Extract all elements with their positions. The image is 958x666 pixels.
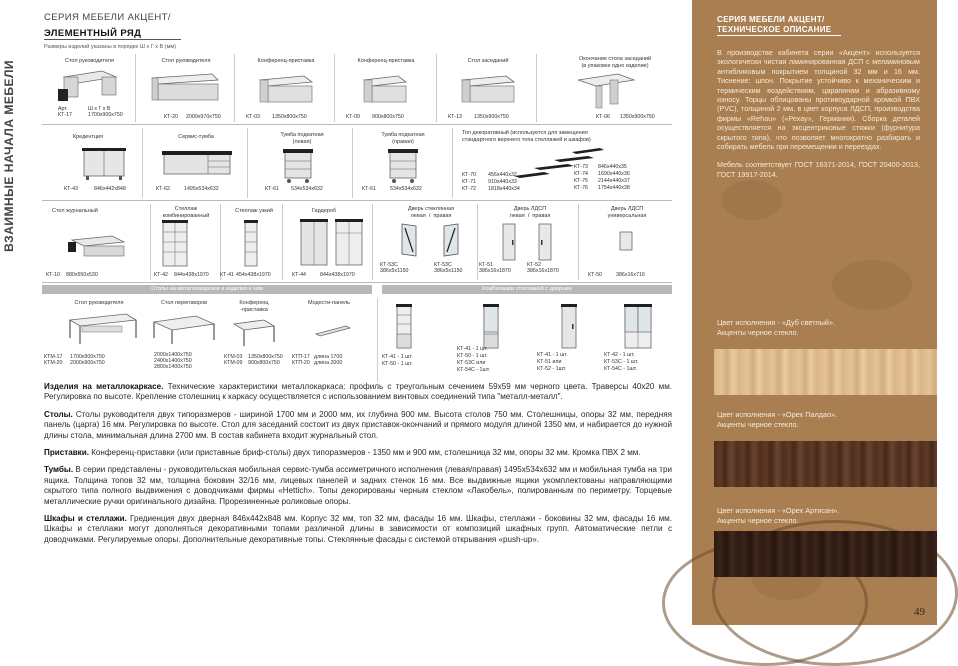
tops-drawing (514, 146, 604, 182)
product-ktm17-ktm20: Стол руководителя КТМ-17 КТМ-20 1700х900х750 2000х900х750 (42, 298, 146, 382)
product-kt17: Стол руководителя Арт. КТ-17 Ш х Г х В 1700х900х750 (58, 58, 123, 118)
combo-drawing (396, 304, 412, 350)
product-kt50: Дверь ЛДСП универсальная КТ-50 386х16х716 (588, 206, 647, 278)
technical-text (44, 382, 672, 552)
color-label-light-oak: Цвет исполнения - «Дуб светлый». Акценты черное стекло. (717, 318, 836, 337)
product-kt09: Конференц-приставка КТ-09 900х800х750 (346, 58, 415, 120)
product-kt51-kt52: Дверь ЛДСП левая / правая КТ-51 386х16х1870 КТ-52 386х16х1870 (479, 206, 559, 274)
combo-drawing (624, 304, 652, 350)
desk-drawing (58, 67, 118, 107)
coffee-table-drawing (68, 232, 128, 262)
pedestal-drawing (283, 148, 313, 184)
product-kt42: Стеллаж комбинированный КТ-42 844х438х1970 (154, 206, 210, 278)
glass-doors-drawing (400, 222, 460, 258)
metal-meeting-table-drawing (152, 312, 216, 346)
service-cabinet-drawing (162, 148, 232, 180)
modesty-panel-drawing (316, 324, 350, 338)
product-kt61-right: Тумба подкатная (правая) КТ-61 534х534х632 (362, 132, 425, 192)
credenza-drawing (82, 146, 126, 182)
metal-desk-drawing (68, 312, 138, 346)
table-drawing (256, 74, 316, 106)
product-kt62: Сервис-тумба КТ-62 1495х534х632 (144, 128, 247, 198)
desk-drawing (150, 72, 220, 106)
swatch-light-oak (714, 349, 937, 395)
combo-1: КТ-41 - 1 шт. КТ-50 - 1 шт. (382, 298, 452, 382)
spine-text: ВЗАИМНЫЕ НАЧАЛА МЕБЕЛИ (2, 60, 16, 252)
product-ktm03-ktm09: Конференц -приставка КТМ-03 КТМ-09 1350х800х750 900х800х750 (224, 300, 283, 366)
product-kt13: Стол заседаний КТ-13 1350х900х750 (438, 52, 536, 122)
paragraph-extensions: Приставки. Конференц-приставки (или приставные бриф-столы) двух типоразмеров - 1350 мм и 900 мм, столешница 32 мм, опоры 32 мм. Кромка ПВХ 2 мм. (44, 448, 641, 458)
wardrobe-drawing (300, 218, 364, 268)
metal-extension-drawing (232, 318, 276, 348)
product-decor-tops: Топ декоративный (используется для замещения стандартного верхнего топа стеллажей и шкафов) КТ-70 КТ-71 КТ-72 456х440х32 910х440х33 1818х440х34 КТ-73 КТ-74 КТ-75 КТ-76 846х440х35 1690х440х36 2144х440х37 1754х440х38 (462, 130, 630, 192)
combo-drawing (561, 304, 577, 350)
product-ktp17-ktp20: Модести-панель КТП-17 КТП-20 длина 1700 длина 2000 (292, 300, 351, 366)
product-kt53c: Дверь стеклянная левая / правая КТ-53С 386х5х1150 КТ-53С 386х5х1150 (380, 206, 463, 274)
combo-drawing (483, 304, 499, 350)
banner-metal-frame: Столы на металлокаркасе и изделия к ним (42, 285, 372, 294)
swatch-paldao-walnut (714, 441, 937, 487)
header-note: Размеры изделий указаны в порядке Ш х Г х В (мм) (44, 44, 176, 50)
swatch-artisan-walnut (714, 531, 937, 577)
combo-3: КТ-41 - 1 шт. КТ-51 или КТ-52 - 1шт. (537, 298, 601, 382)
paragraph-tables: Столы. Столы руководителя двух типоразмеров - шириной 1700 мм и 2000 мм, их глубина 900 мм. Высота столов 750 мм. Столешницы, опоры 32 мм, передняя панель (царга) 16 мм. Регулировка по высоте. Стол для заседаний состоит из двух приставок-окончаний и прямого модуля длиной 1350 мм, и набирается до нужной длины стола, минимальная длина 2700 мм. В состав кабинета входит журнальный стол. (44, 409, 672, 440)
page-number: 49 (914, 606, 925, 618)
paragraph-metal-frame: Изделия на металлокаркасе. Технические характеристики металлокаркаса: профиль с треугольным сечением 59х59 мм черного цвета. Траверсы 40х20 мм. Регулировка по высоте. Крепление столешниц к каркасу осуществляется с использованием винтовых соединений типа "металл-металл". (44, 382, 673, 402)
product-kt03: Конференц-приставка КТ-03 1350х800х750 (246, 58, 315, 120)
right-title: СЕРИЯ МЕБЕЛИ АКЦЕНТ/ ТЕХНИЧЕСКОЕ ОПИСАНИЕ (717, 15, 841, 36)
product-kt06: Окончание стола заседаний (в упаковке одно изделие) КТ-06 1350х900х750 (538, 52, 672, 122)
table-drawing (360, 74, 410, 106)
product-kt61-left: Тумба подкатная (левая) КТ-61 534х534х632 (265, 132, 324, 192)
narrow-bookcase-drawing (244, 220, 258, 268)
product-kt44: Гардероб КТ-44 844х438х1970 (284, 204, 372, 280)
table-drawing (460, 74, 516, 106)
paragraph-cabinets: Шкафы и стеллажи. Гредиенция двух дверная 846х442х848 мм. Корпус 32 мм, топ 32 мм, фасады 16 мм. Шкафы, стеллажи - боковины 32 мм, фасады 16 мм. Шкафы и стеллажи могут дополняться декоративными топами различной длины в зависимости от композиций шкафных групп. Автоматические петли с доводчиками. Регулируемые опоры. Дополнительные декоративные топы. Стеклянные фасады с системой открывания «push-up». (44, 514, 672, 544)
banner-combinations: Комбинации стеллажей с дверьми (382, 285, 672, 294)
product-kt10: Стол журнальный КТ-10 880х550х530 (42, 204, 150, 280)
combo-2: КТ-41 - 1 шт. КТ-50 - 1 шт. КТ-53С или КТ-54С - 1шт. (457, 298, 529, 382)
table-end-drawing (574, 70, 638, 110)
gost-standards: Мебель соответствует ГОСТ 16371-2014, ГОСТ 20400-2013, ГОСТ 19917-2014. (717, 160, 920, 179)
pedestal-drawing (388, 148, 418, 184)
product-kt20: Стол руководителя КТ-20 2000х970х750 (136, 52, 234, 122)
page-header (44, 12, 181, 51)
material-description: В производстве кабинета серии «Акцент» используется экологически чистая ламинированная ДСП с меламиновым антибликовым покрытием толщиной 32 мм и 16 мм. Тиснение: шпон. Покрытие устойчиво к механическим и термическим воздействиям, царапинам и абразивному износу. Торцы облицованы противоударной кромкой ПВХ (PVC), толщиной 2 мм, в цвет корпуса ЛДСП, производства фирмы «Rehau» («Рехау», Германия). Сборка деталей осуществляется на эксцентриковые стяжки (фурнитура скрытого типа), что позволяет многократно разбирать и собирать мебель при перемещении и переездах. Мебель соответствует ГОСТ 16371-2014, ГОСТ 20400-2013, ГОСТ 19917-2014. (717, 48, 920, 179)
panel-doors-drawing (501, 222, 553, 262)
color-label-artisan: Цвет исполнения - «Орех Артисан». Акценты черное стекло. (717, 506, 840, 525)
product-kt43: Кредентция КТ-43 846х442х848 (64, 134, 126, 192)
color-label-paldao: Цвет исполнения - «Орех Палдао». Акценты черное стекло. (717, 410, 838, 429)
paragraph-pedestals: Тумбы. В серии представлены - руководительская мобильная сервис-тумба ассиметричного исполнения (левая/правая) 1495х534х632 мм и мобильная тумба на три ящика. Толщина топов 32 мм, толщина боковин 32/16 мм, лицевых панелей и задних стенок 16 мм. Все выдвижные ящики укомплектованы направляющими скрытого типа полного выдвижения с доводчиками фирмы «Hettich». Топы декорированы черным стеклом «Лакобель», полированным по периметру. Торцевые металлические ручки оригинального дизайна. Прорезиненные роликовые опоры. (44, 465, 672, 506)
bookcase-drawing (162, 220, 188, 268)
product-catalog (42, 52, 672, 382)
header-title: ЭЛЕМЕНТНЫЙ РЯД (44, 28, 181, 40)
header-series: СЕРИЯ МЕБЕЛИ АКЦЕНТ/ (44, 12, 171, 23)
product-meeting-table: Стол переговоров 2000х1400х750 2400х1400х750 2800х1400х750 (146, 298, 222, 382)
combo-4: КТ-42 - 1 шт. КТ-53С - 1 шт. КТ-54С - 1шт. (604, 298, 672, 382)
universal-door-drawing (618, 230, 634, 252)
product-kt41: Стеллаж узкий КТ-41 454х438х1970 (220, 208, 273, 278)
